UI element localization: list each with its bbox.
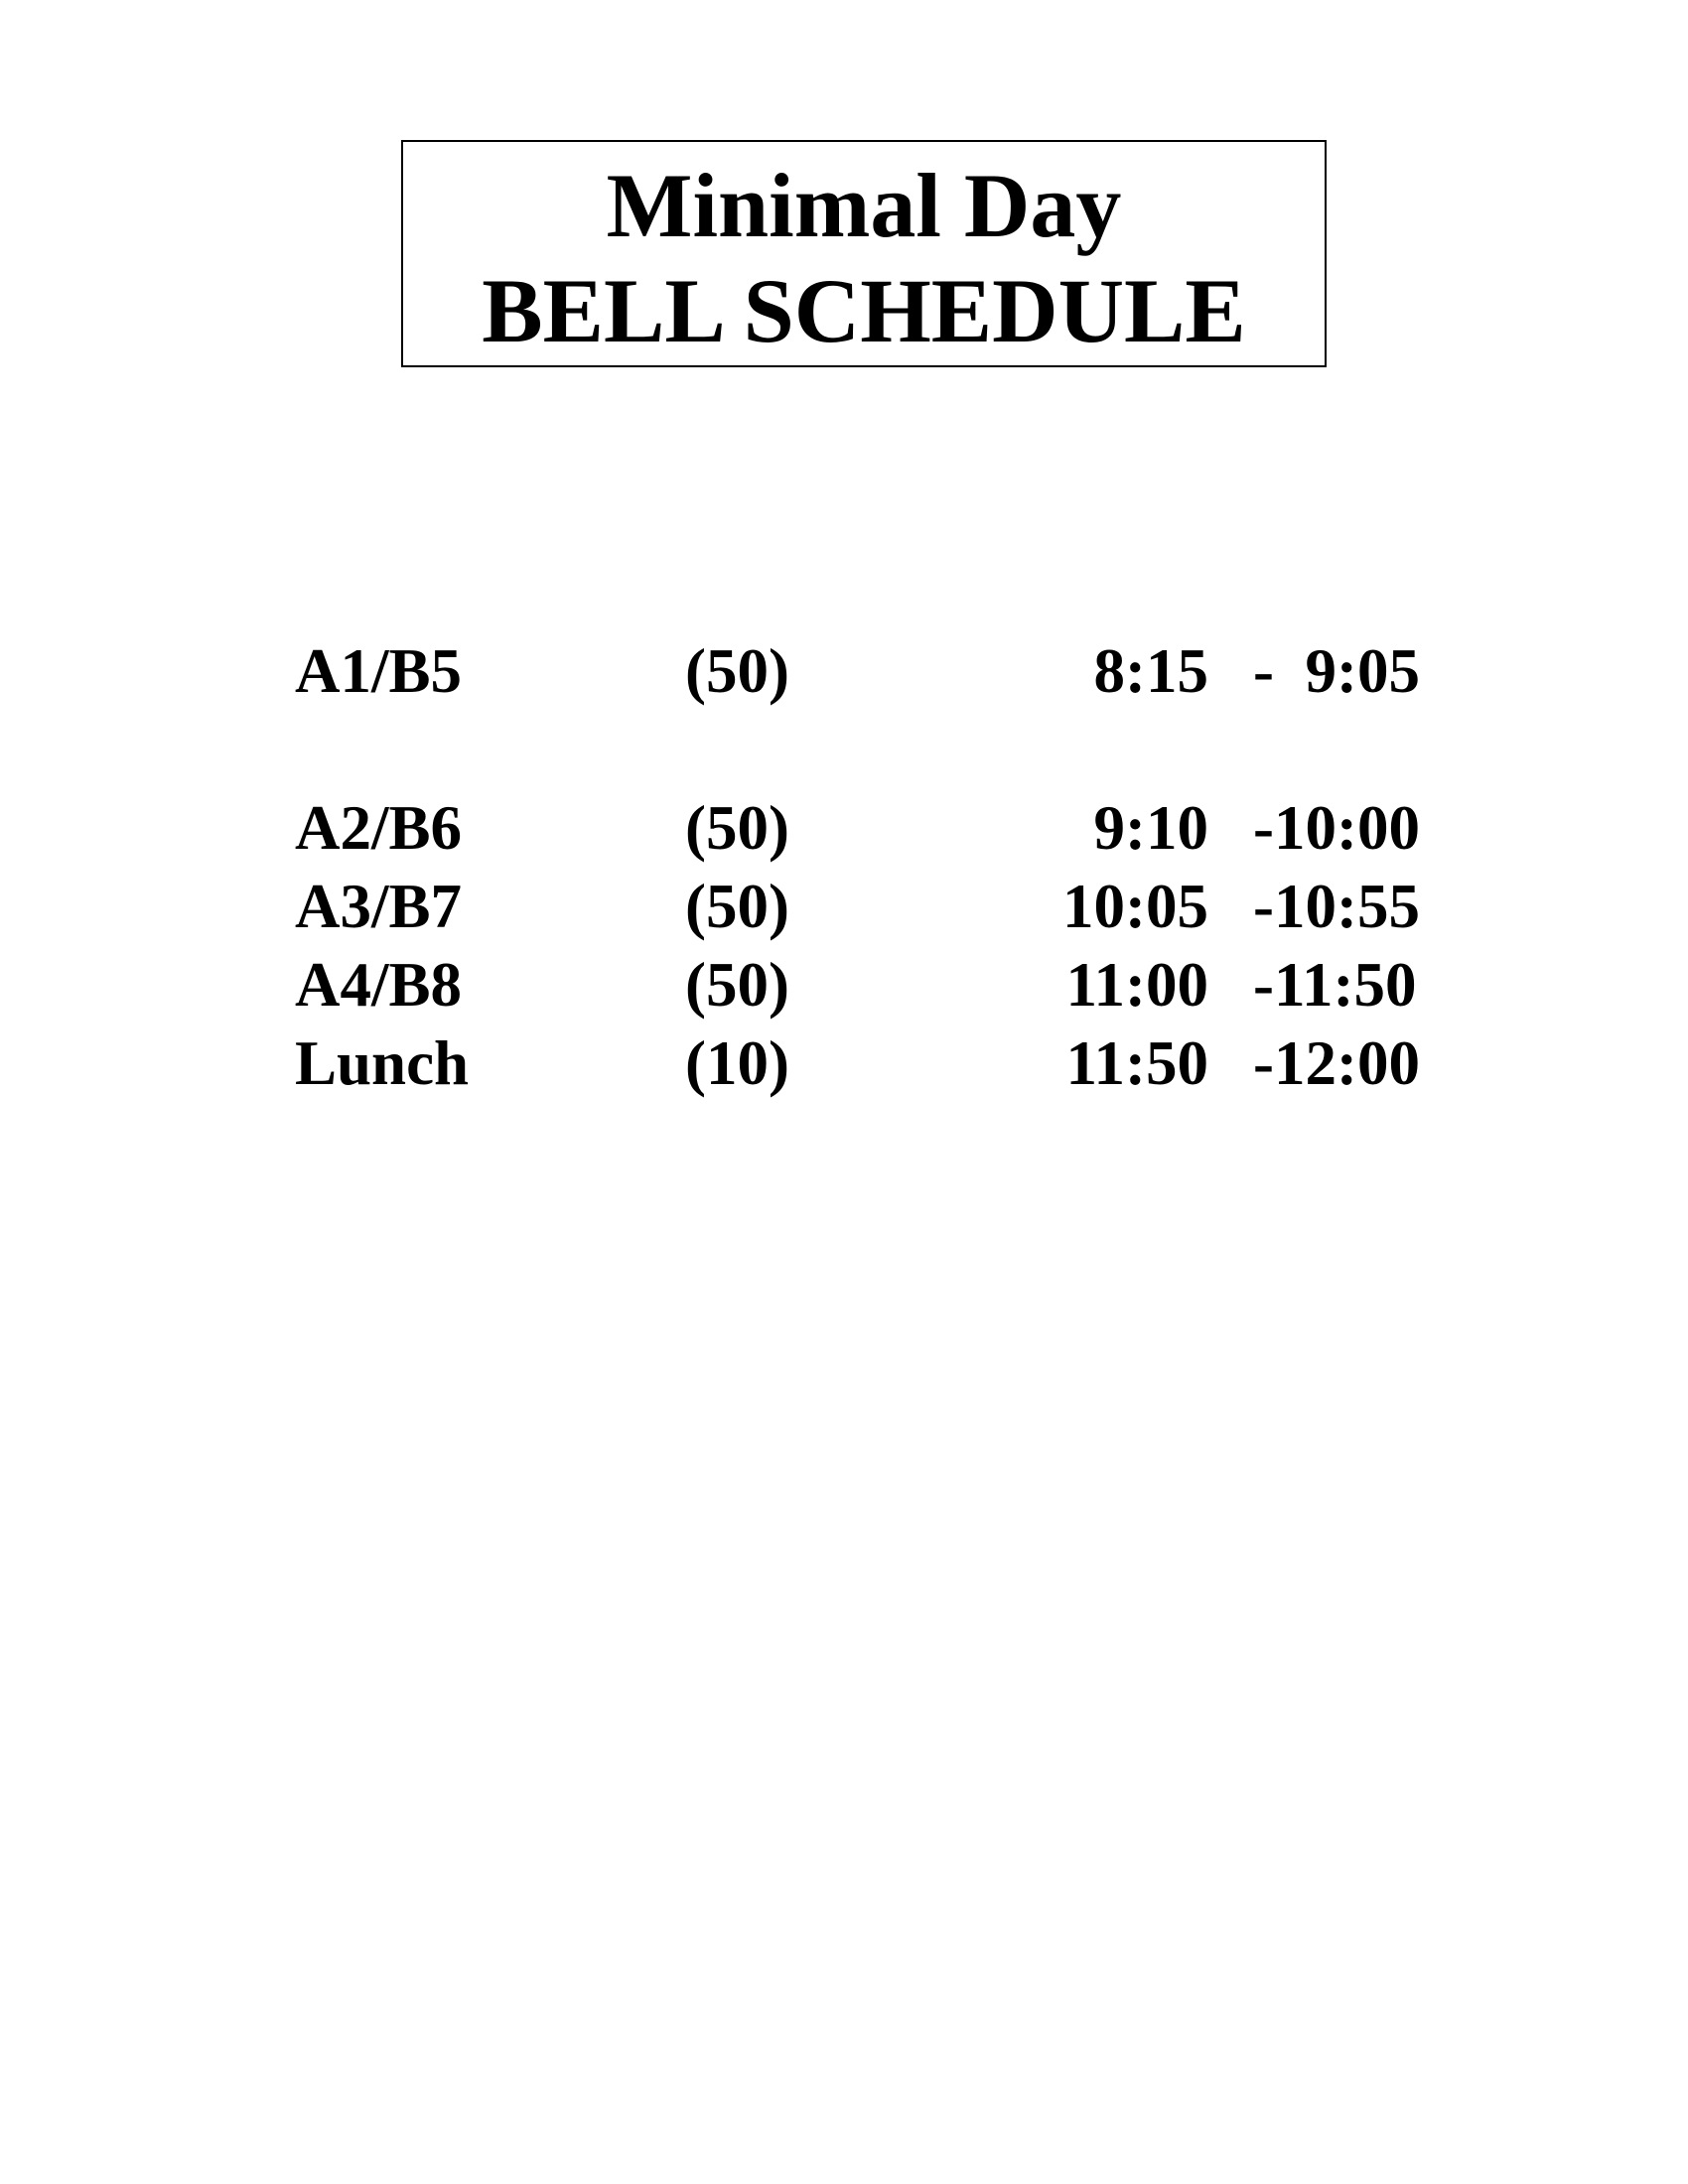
period-end-time: -10:00 xyxy=(1253,793,1420,863)
period-label: A3/B7 xyxy=(295,872,463,941)
period-start-time: 8:15 xyxy=(1093,636,1208,706)
schedule-row-a4-b8 xyxy=(0,950,1688,1024)
period-duration: (50) xyxy=(685,950,789,1020)
schedule-row-a2-b6 xyxy=(0,793,1688,867)
schedule-row-lunch xyxy=(0,1028,1688,1102)
period-label: A2/B6 xyxy=(295,793,463,863)
schedule-row-a3-b7 xyxy=(0,872,1688,945)
period-start-time: 11:50 xyxy=(1065,1028,1208,1098)
period-start-time: 11:00 xyxy=(1065,950,1208,1020)
period-label: A1/B5 xyxy=(295,636,463,706)
period-end-time: -11:50 xyxy=(1253,950,1417,1020)
period-start-time: 10:05 xyxy=(1062,872,1208,941)
period-end-time: -10:55 xyxy=(1253,872,1420,941)
period-end-time: - 9:05 xyxy=(1253,636,1420,706)
period-duration: (10) xyxy=(685,1028,789,1098)
period-end-time: -12:00 xyxy=(1253,1028,1420,1098)
schedule-row-a1-b5 xyxy=(0,636,1688,710)
title-minimal-day: Minimal Day xyxy=(606,155,1122,256)
period-label: Lunch xyxy=(295,1028,470,1098)
title-bell-schedule: BELL SCHEDULE xyxy=(482,260,1246,361)
period-duration: (50) xyxy=(685,636,789,706)
period-label: A4/B8 xyxy=(295,950,463,1020)
period-start-time: 9:10 xyxy=(1093,793,1208,863)
period-duration: (50) xyxy=(685,793,789,863)
period-duration: (50) xyxy=(685,872,789,941)
